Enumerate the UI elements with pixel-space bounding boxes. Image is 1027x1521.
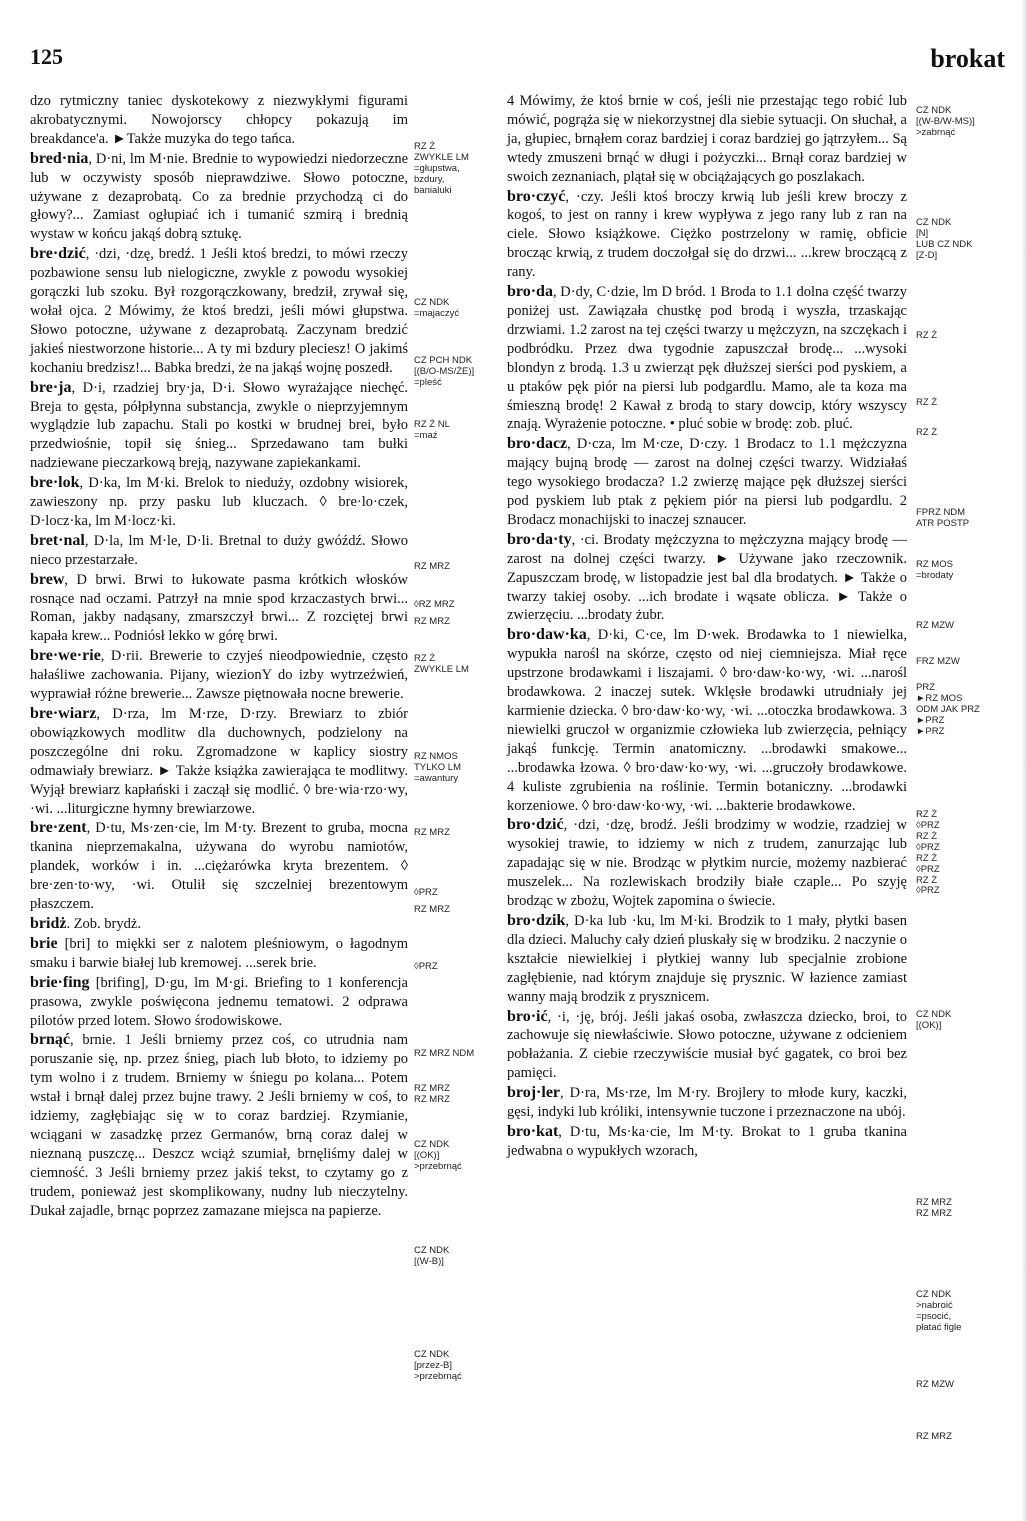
- grammar-label: RZ NMOS TYLKO LM =awantury: [414, 751, 461, 784]
- headword: bre·wiarz: [30, 705, 97, 722]
- entry-text: , ·i, ·ję, brój. Jeśli jakaś osoba, zwłaszcza dziecko, broi, to zachowuje się niewłaściwie. Słowo potoczne, używane z odcieniem pobłażania. Z ciebie rzeczywiście musiał być gagatek, co broi bez pamięci.: [507, 1008, 907, 1082]
- entry-text: [brifing], D·gu, lm M·gi. Briefing to 1 konferencja prasowa, zwykle poświęcona jednemu tematowi. 2 odprawa pilotów przed lotem. Słowo środowiskowe.: [30, 974, 408, 1029]
- left-column: [30, 92, 408, 1221]
- right-column: [507, 92, 907, 1162]
- page-number: 125: [30, 44, 63, 69]
- headword: bro·dacz: [507, 435, 568, 453]
- grammar-label: CZ NDK =majaczyć: [414, 297, 460, 319]
- entry-text: , D·tu, Ms·zen·cie, lm M·ty. Brezent to gruba, mocna tkanina nieprzemakalna, używana do wyrobu namiotów, plandek, worków i in. ...ciężarówka kryta brezentem. ◊ bre·zen·to·wy, ·wi. Otulił się szczelniej brezentowym płaszczem.: [30, 820, 408, 913]
- entry-text: , D·rii. Brewerie to czyjeś nieodpowiednie, często hałaśliwe zachowania. Pijany, wiezionY do izby wytrzeźwień, wyprawiał różne brewerie... Zawsze piętnowała nocne brewerie.: [30, 648, 408, 703]
- grammar-label: PRZ ►RZ MOS ODM JAK PRZ ►PRZ ►PRZ: [916, 682, 980, 737]
- dictionary-entry: [30, 571, 408, 647]
- entry-text: , ·dzi, ·dzę, bredź. 1 Jeśli ktoś bredzi, to mówi rzeczy pozbawione sensu lub nielogiczne, zwykle z powodu wysokiej gorączki lub szoku. Był rozgorączkowany, bredził, zrywał się, wołał ojca. 2 Mówimy, że ktoś bredzi, jeśli mówi głupstwa. Słowo potoczne, używane z dezaprobatą. Zaczynam bredzić jakieś niestworzone historie... A ty mi bzdury pleciesz! O jakimś kochaniu bredzisz!... Babka bredzi, że na jakąś wojnę poszedł.: [30, 246, 408, 376]
- entry-text: , D·ka, lm M·ki. Brelok to nieduży, ozdobny wisiorek, zawieszony np. przy pasku lub kluczach. ◊ bre·lo·czek, D·locz·ka, lm M·locz·ki.: [30, 475, 408, 529]
- entry-text: , D·ra, Ms·rze, lm M·ry. Brojlery to młode kury, kaczki, gęsi, indyki lub króliki, intensywnie tuczone i przeznaczone na ubój.: [507, 1085, 907, 1121]
- entry-text: , D·cza, lm M·cze, D·czy. 1 Brodacz to 1.1 mężczyzna mający bujną brodę — zarost na dolnej części twarzy. Widziałaś tego wysokiego brodacza? 1.2 zwierzę mające pęk dłuższej sierści pod pyskiem lub ptak z pękiem piór na piersi lub podgardlu. 2 Brodacz monachijski to inaczej sznaucer.: [507, 436, 907, 528]
- dictionary-entry: [507, 816, 907, 911]
- entry-text: , D·i, rzadziej bry·ja, D·i. Słowo wyrażające niechęć. Breja to gęsta, półpłynna substancja, zwykle o nieprzyjemnym wyglądzie lub zapachu. Stali po kostki w brudnej brei, było przedwiośnie, topił się śnieg... Sprzedawano tam bułki nadziewane pieczarkową breją, nazywane zapiekankami.: [30, 379, 408, 472]
- grammar-label: RZ MRZ: [916, 1431, 952, 1442]
- headword: bro·czyć: [507, 187, 566, 205]
- headword: bro·ić: [507, 1007, 548, 1025]
- entry-text: , ·dzi, ·dzę, brodź. Jeśli brodzimy w wodzie, rzadziej w wysokiej trawie, to idziemy w nich z trudem, zanurzając lub zapadając się w nie. Brodząc w płytkim nurcie, możemy nazbierać muszelek... Na rozlewiskach brodziły białe czaple... Po szyję brodząc w zbożu, Wojtek zapomina o świecie.: [507, 817, 907, 910]
- headword: bre·zent: [30, 819, 87, 837]
- scan-edge: [1021, 0, 1027, 1521]
- grammar-label: RZ MZW: [916, 1379, 954, 1390]
- entry-text: , D·ki, C·ce, lm D·wek. Brodawka to 1 niewielka, wypukła narośl na skórze, często od niej ciemniejsza. Miał ręce upstrzone brodawkami i liszajami. ◊ bro·daw·ko·wy, ·wi. ...narośl brodawkowa. 2 inaczej sutek. Wklęsłe brodawki utrudniały jej karmienie dziecka. ◊ bro·daw·ko·wy, ·wi. ...otoczka brodawkowa. 3 niewielki gruczoł w organizmie człowieka lub zwierzęcia, pełniący jakąś funkcję. Termin anatomiczny. ...brodawki smakowe... ...brodawka łzowa. ◊ bro·daw·ko·wy, ·wi. ...gruczoły brodawkowe. 4 kuliste zgrubienia na roślinie. Termin botaniczny. ...brodawki korzeniowe. ◊ bro·daw·ko·wy, ·wi. ...bakterie brodawkowe.: [507, 627, 907, 814]
- dictionary-entry: [507, 92, 907, 187]
- dictionary-entry: [30, 150, 408, 245]
- dictionary-entry: [30, 915, 408, 934]
- headword: brie·fing: [30, 973, 90, 991]
- entry-text: , D·ni, lm M·nie. Brednie to wypowiedzi niedorzeczne lub w oczywisty sposób nieprawdziwe. Słowo potoczne, używane z dezaprobatą. Co za brednie przychodzą ci do głowy?... Zamiast ogłupiać ich i tumanić szmirą i brednią wystaw w końcu jakąś dobrą sztukę.: [30, 150, 408, 243]
- headword: bro·da·ty: [507, 530, 572, 548]
- headword: bre·lok: [30, 474, 80, 492]
- dictionary-entry: [30, 819, 408, 914]
- headword: bro·dzik: [507, 911, 566, 929]
- grammar-label: CZ NDK [N] LUB CZ NDK [Z-D]: [916, 217, 973, 261]
- dictionary-entry: [507, 531, 907, 626]
- headword: bridż: [30, 914, 67, 932]
- entry-text: , brnie. 1 Jeśli brniemy przez coś, co utrudnia nam poruszanie się, np. przez śnieg, piach lub błoto, to idziemy po tym wolno i z trudem. Brniemy w śniegu po kolana... Potem wstał i brnął dalej przez bujne trawy. 2 Jeśli brniemy w coś, to idziemy, zagłębiając się w to coraz bardziej. Rzymianie, wciągani w zasadzkę przez Germanów, brną coraz dalej w nieznaną puszczę... Deszcz wciąż szumiał, brnęliśmy dalej w ciemność. 3 Jeśli brniemy przez jakiś tekst, to czytamy go z trudem, ponieważ jest skomplikowany, nudny lub nieczytelny. Dukał zajadle, brnąc poprzez zamazane miejsca na papierze.: [30, 1032, 408, 1219]
- grammar-label: CZ NDK [(W-B)]: [414, 1245, 450, 1267]
- dictionary-entry: [507, 435, 907, 530]
- grammar-label: RZ Ż: [916, 397, 938, 408]
- running-head: brokat: [930, 44, 1005, 73]
- headword: brnąć: [30, 1031, 70, 1049]
- entry-text: , D·rza, lm M·rze, D·rzy. Brewiarz to zbiór obowiązkowych modlitw dla duchownych, podzielony na poszczególne dni roku. Zgromadzone w kaplicy siostry odmawiały brewiarz. ► Także książka zawierająca te modlitwy. Wyjął brewiarz kapłański i zaczął się modlić. ◊ bre·wia·rzo·wy, ·wi. ...liturgiczne hymny brewiarzowe.: [30, 706, 408, 817]
- headword: bre·we·rie: [30, 647, 101, 665]
- grammar-label: RZ MRZ: [414, 827, 450, 838]
- headword: broj·ler: [507, 1084, 561, 1102]
- grammar-label: RZ Ż: [916, 427, 938, 438]
- grammar-label: RZ MRZ: [414, 904, 450, 915]
- entry-text: , ·ci. Brodaty mężczyzna to mężczyzna mający brodę — zarost na dolnej części twarzy. ► Używane jako rzeczownik. Zapuszczam brodę, w listopadzie jest bal dla brodatych. ► Także o twarzy takiej osoby. ...ich brodate i wąsate oblicza. ► Także o zwierzęciu. ...brodaty żubr.: [507, 531, 907, 624]
- dictionary-entry: [507, 188, 907, 283]
- grammar-label: ◊PRZ: [414, 887, 438, 898]
- dictionary-entry: [30, 647, 408, 704]
- dictionary-entry: [30, 474, 408, 531]
- entry-text: , D·tu, Ms·ka·cie, lm M·ty. Brokat to 1 gruba tkanina jedwabna o wypukłych wzorach,: [507, 1123, 907, 1159]
- grammar-label: FRZ MZW: [916, 656, 960, 667]
- grammar-label: RZ MRZ RZ MRZ: [414, 1083, 450, 1105]
- grammar-label: RZ Ż: [916, 330, 938, 341]
- grammar-label: CZ NDK [przez-B] >przebrnąć: [414, 1349, 462, 1382]
- headword: bro·da: [507, 283, 553, 301]
- grammar-label: RZ Ż ZWYKLE LM: [414, 653, 469, 675]
- entry-text: , D·dy, C·dzie, lm D bród. 1 Broda to 1.1 dolna część twarzy poniżej ust. Zawiązała chustkę pod brodą i wyszła, trzaskając drzwiami. 1.2 zarost na tej części twarzy u mężczyzn, na szczękach i podbródku. Przez dwa tygodnie zapuszczał brodę... ...wysoki blondyn z brodą. 1.3 u zwierząt pęk dłuższej sierści pod pyskiem, a u ptaków pęk piór na piersi lub podgardlu. Mamo, ale ta koza ma śmieszną brodę! 2 Kawał z brodą to stary dowcip, który wszyscy znają. Wyrażenie potoczne. • pluć sobie w brodę: zob. pluć.: [507, 284, 907, 433]
- grammar-label: ◊PRZ: [414, 961, 438, 972]
- entry-text: 4 Mówimy, że ktoś brnie w coś, jeśli nie przestając tego robić lub mówić, pogrąża się w niekorzystnej dla siebie sytuacji. On słuchał, a ja, głupiec, brnąłem coraz bardziej i coraz bardziej go jątrzyłem... Są wtedy zmuszeni brnąć w długi i pożyczki... Brnął coraz bardziej w swoich zeznaniach, plątał się w obciążających go poszlakach.: [507, 93, 907, 185]
- dictionary-entry: [30, 379, 408, 474]
- headword: bro·kat: [507, 1122, 559, 1140]
- dictionary-entry: [507, 912, 907, 1007]
- grammar-label: RZ Ż NL =maź: [414, 419, 450, 441]
- headword: brie: [30, 934, 58, 952]
- dictionary-entry: [507, 1008, 907, 1084]
- entry-text: . Zob. brydż.: [66, 915, 141, 932]
- headword: bro·dzić: [507, 816, 564, 834]
- headword: bre·dzić: [30, 245, 86, 263]
- dictionary-entry: [30, 974, 408, 1031]
- headword: brew: [30, 570, 65, 588]
- dictionary-entry: [507, 1123, 907, 1161]
- dictionary-entry: [30, 532, 408, 570]
- entry-text: [bri] to miękki ser z nalotem pleśniowym, o łagodnym smaku i barwie białej lub kremowej. ...serek brie.: [30, 935, 408, 971]
- grammar-label: RZ MRZ NDM: [414, 1048, 475, 1059]
- dictionary-entry: [30, 935, 408, 973]
- grammar-label: RZ MRZ: [414, 561, 450, 572]
- entry-text: , D·la, lm M·le, D·li. Bretnal to duży gwóźdź. Słowo nieco przestarzałe.: [30, 532, 408, 568]
- grammar-label: RZ Ż ◊PRZ RZ Ż ◊PRZ RZ Ż ◊PRZ RZ Ż ◊PRZ: [916, 809, 940, 897]
- entry-text: , D·ka lub ·ku, lm M·ki. Brodzik to 1 mały, płytki basen dla dzieci. Maluchy cały dzień pluskały się w brodziku. 2 naczynie o kształcie niewielkiej i płytkiej wanny lub specjalnie zrobione zagłębienie, nad którym znajduje się prysznic. W łazience zamiast wanny mają brodzik z prysznicem.: [507, 912, 907, 1005]
- grammar-label: ◊RZ MRZ: [414, 599, 455, 610]
- entry-text: , ·czy. Jeśli ktoś broczy krwią lub jeśli krew broczy z kogoś, to jest on ranny i krew wypływa z jego rany lub z ran na ciele. Słowo książkowe. Ciężko postrzelony w ramię, obficie brocząc krwią, z trudem doczołgał się do drzwi... ...krew broczącą z rany.: [507, 188, 907, 281]
- headword: bro·daw·ka: [507, 626, 587, 644]
- grammar-label: CZ PCH NDK [(B/O-MS/ŻE)] =pleść: [414, 355, 475, 388]
- dictionary-entry: [507, 626, 907, 815]
- grammar-label: CZ NDK [(OK)]: [916, 1009, 952, 1031]
- grammar-label: CZ NDK [(OK)] >przebrnąć: [414, 1139, 462, 1172]
- grammar-label: RZ Ż ZWYKLE LM =głupstwa, bzdury, banialuki: [414, 141, 469, 196]
- headword: bre·ja: [30, 378, 72, 396]
- grammar-label: RZ MZW: [916, 620, 954, 631]
- dictionary-entry: [30, 92, 408, 149]
- entry-text: , D brwi. Brwi to łukowate pasma krótkich włosków rosnące nad oczami. Patrzył na mnie spod krzaczastych brwi... Roman, jakby nadąsany, zmarszczył brwi... Z rozciętej brwi kapała krew... Podniósł lekko w górę brwi.: [30, 571, 408, 645]
- grammar-label: RZ MRZ RZ MRZ: [916, 1197, 952, 1219]
- dictionary-entry: [30, 705, 408, 818]
- grammar-label: CZ NDK [(W-B/W-MS)] >zabrnąć: [916, 105, 975, 138]
- grammar-label: CZ NDK >nabroić =psocić, płatać figle: [916, 1289, 962, 1333]
- dictionary-entry: [30, 1031, 408, 1220]
- entry-text: dzo rytmiczny taniec dyskotekowy z niezwykłymi figurami akrobatycznymi. Nowojorscy chłopcy pokazują im breakdance'a. ►Także muzyka do tego tańca.: [30, 93, 408, 147]
- dictionary-entry: [507, 283, 907, 434]
- dictionary-entry: [30, 245, 408, 377]
- dictionary-entry: [507, 1084, 907, 1122]
- grammar-label: RZ MRZ: [414, 616, 450, 627]
- headword: bred·nia: [30, 149, 89, 167]
- grammar-label: RZ MOS =brodaty: [916, 559, 954, 581]
- grammar-label: FPRZ NDM ATR POSTP: [916, 507, 970, 529]
- headword: bret·nal: [30, 531, 85, 549]
